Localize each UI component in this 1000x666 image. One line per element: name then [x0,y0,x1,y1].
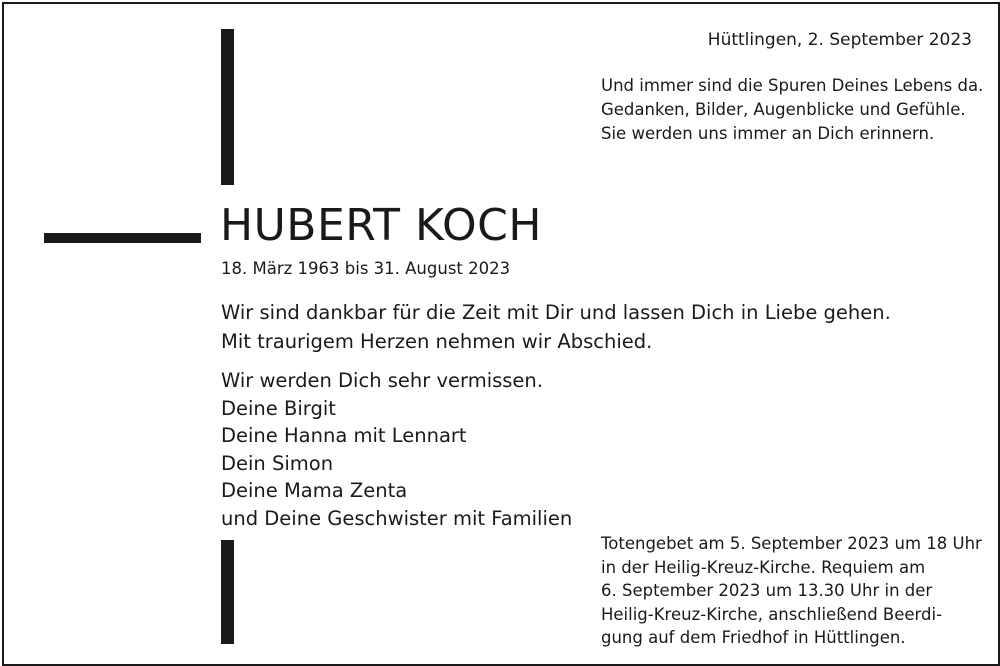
place-and-date: Hüttlingen, 2. September 2023 [707,30,972,50]
service-line: Totengebet am 5. September 2023 um 18 Uhr [601,534,982,553]
cross-lower-bar [221,540,234,644]
service-line: 6. September 2023 um 13.30 Uhr in der [601,581,933,600]
gratitude-line: Wir sind dankbar für die Zeit mit Dir und lassen Dich in Liebe gehen. [221,301,891,324]
gratitude-line: Mit traurigem Herzen nehmen wir Abschied. [221,330,653,353]
memorial-quote [601,74,983,146]
mourners-line: Dein Simon [221,451,334,475]
service-line: gung auf dem Friedhof in Hüttlingen. [601,628,906,647]
quote-line: Sie werden uns immer an Dich erinnern. [601,124,935,143]
service-details [601,532,982,650]
mourners-line: Deine Birgit [221,396,336,420]
mourners-line: Deine Hanna mit Lennart [221,424,467,447]
deceased-name: HUBERT KOCH [220,200,542,251]
gratitude-text [221,298,891,356]
mourners-line: und Deine Geschwister mit Familien [221,506,573,530]
cross-upper-bar [221,29,234,185]
service-line: in der Heilig-Kreuz-Kirche. Requiem am [601,557,926,577]
mourners-line: Deine Mama Zenta [221,479,408,502]
quote-line: Und immer sind die Spuren Deines Lebens da. [601,76,984,95]
quote-line: Gedanken, Bilder, Augenblicke und Gefühle. [601,100,966,119]
mourners-line: Wir werden Dich sehr vermissen. [221,369,543,392]
cross-arm-bar [44,233,201,243]
service-line: Heilig-Kreuz-Kirche, anschließend Beerdi- [601,604,943,624]
life-dates: 18. März 1963 bis 31. August 2023 [221,259,511,278]
mourners-list [221,367,572,532]
